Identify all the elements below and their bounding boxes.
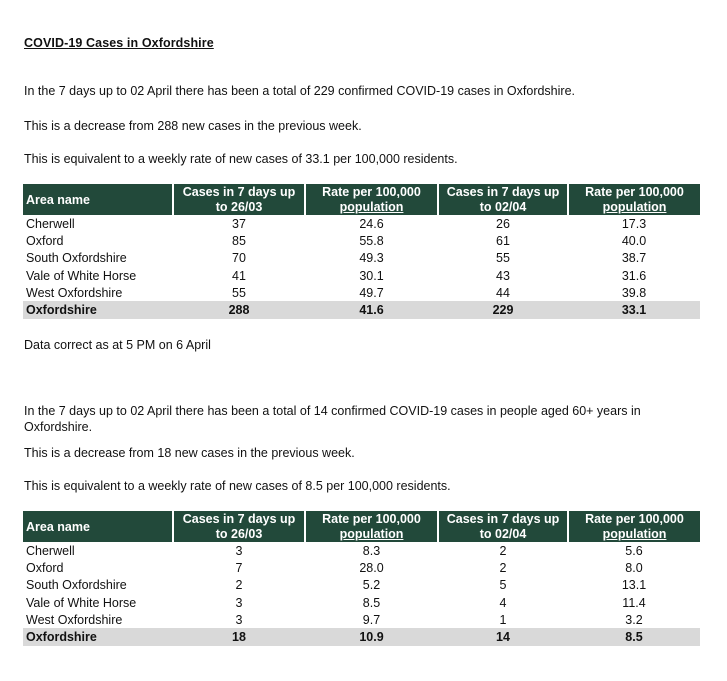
header-rate-curr-week: Rate per 100,000 population bbox=[568, 184, 700, 215]
cell-rate-prev: 9.7 bbox=[362, 612, 381, 627]
cell-cases-prev: 3 bbox=[235, 612, 243, 627]
cell-cases-curr: 14 bbox=[438, 628, 568, 645]
cell-cases-prev: 288 bbox=[173, 301, 305, 318]
table-row bbox=[23, 594, 700, 611]
section1-summary-rate: This is equivalent to a weekly rate of new cases of 33.1 per 100,000 residents. bbox=[24, 152, 458, 166]
cell-area: South Oxfordshire bbox=[26, 251, 127, 266]
cell-cases-prev: 55 bbox=[232, 285, 246, 300]
table-row bbox=[23, 542, 700, 559]
header-rate-curr-week: Rate per 100,000 population bbox=[568, 511, 700, 542]
table-row bbox=[23, 250, 700, 267]
cell-rate-prev: 5.2 bbox=[362, 578, 381, 593]
cell-cases-prev: 18 bbox=[173, 628, 305, 645]
table-header-row bbox=[23, 511, 700, 542]
header-area-name: Area name bbox=[23, 511, 173, 542]
cell-area: Oxford bbox=[26, 233, 64, 248]
cell-cases-prev: 37 bbox=[232, 216, 246, 231]
table-row bbox=[23, 559, 700, 576]
cell-rate-prev: 8.3 bbox=[362, 543, 381, 558]
cell-cases-curr: 1 bbox=[499, 612, 507, 627]
cell-cases-prev: 3 bbox=[235, 543, 243, 558]
cell-cases-curr: 43 bbox=[496, 268, 510, 283]
cell-rate-curr: 8.0 bbox=[625, 560, 643, 575]
table-total-row bbox=[23, 628, 700, 645]
table-header-row bbox=[23, 184, 700, 215]
header-area-name: Area name bbox=[23, 184, 173, 215]
header-rate-prev-week: Rate per 100,000 population bbox=[305, 184, 438, 215]
section2-summary-decrease: This is a decrease from 18 new cases in the previous week. bbox=[24, 446, 355, 460]
cell-cases-prev: 2 bbox=[235, 578, 243, 593]
cell-cases-curr: 4 bbox=[499, 595, 507, 610]
cell-rate-prev: 10.9 bbox=[305, 628, 438, 645]
section1-summary-decrease: This is a decrease from 288 new cases in the previous week. bbox=[24, 119, 362, 133]
cell-rate-curr: 40.0 bbox=[621, 233, 647, 248]
cell-rate-curr: 5.6 bbox=[625, 543, 643, 558]
cell-area: West Oxfordshire bbox=[26, 612, 123, 627]
cell-cases-curr: 61 bbox=[496, 233, 510, 248]
cell-cases-curr: 229 bbox=[438, 301, 568, 318]
cell-rate-curr: 3.2 bbox=[625, 612, 643, 627]
cell-cases-curr: 26 bbox=[496, 216, 510, 231]
cell-rate-curr: 17.3 bbox=[621, 216, 647, 231]
cell-area: Oxford bbox=[26, 560, 64, 575]
cell-area: Vale of White Horse bbox=[26, 595, 137, 610]
table-row bbox=[23, 577, 700, 594]
header-cases-curr-week: Cases in 7 days up to 02/04 bbox=[438, 511, 568, 542]
cell-area: West Oxfordshire bbox=[26, 285, 123, 300]
cell-rate-curr: 39.8 bbox=[621, 285, 647, 300]
section2-cases-table bbox=[23, 511, 700, 646]
cell-cases-curr: 2 bbox=[499, 560, 507, 575]
cell-rate-prev: 55.8 bbox=[359, 233, 384, 248]
cell-rate-prev: 41.6 bbox=[305, 301, 438, 318]
table-row bbox=[23, 611, 700, 628]
cell-rate-prev: 8.5 bbox=[362, 595, 381, 610]
cell-cases-prev: 41 bbox=[232, 268, 246, 283]
header-cases-prev-week: Cases in 7 days up to 26/03 bbox=[173, 511, 305, 542]
header-rate-prev-week: Rate per 100,000 population bbox=[305, 511, 438, 542]
table-row bbox=[23, 232, 700, 249]
section1-cases-table bbox=[23, 184, 700, 319]
cell-cases-prev: 7 bbox=[235, 560, 243, 575]
cell-cases-curr: 2 bbox=[499, 543, 507, 558]
cell-area: Vale of White Horse bbox=[26, 268, 137, 283]
section1-summary-total: In the 7 days up to 02 April there has been a total of 229 confirmed COVID-19 cases in Oxfordshire. bbox=[24, 84, 576, 98]
cell-rate-curr: 11.4 bbox=[622, 595, 646, 610]
header-cases-curr-week: Cases in 7 days up to 02/04 bbox=[438, 184, 568, 215]
cell-rate-curr: 8.5 bbox=[568, 628, 700, 645]
cell-rate-prev: 30.1 bbox=[359, 268, 384, 283]
table-row bbox=[23, 215, 700, 232]
cell-rate-curr: 31.6 bbox=[621, 268, 647, 283]
table-row bbox=[23, 284, 700, 301]
cell-area: South Oxfordshire bbox=[26, 578, 127, 593]
data-correct-note: Data correct as at 5 PM on 6 April bbox=[24, 338, 211, 352]
section2-summary-total: In the 7 days up to 02 April there has been a total of 14 confirmed COVID-19 cases in people aged 60+ years in Oxfordshire. bbox=[24, 404, 641, 434]
cell-cases-prev: 70 bbox=[232, 251, 246, 266]
cell-cases-prev: 3 bbox=[235, 595, 243, 610]
document-title: COVID-19 Cases in Oxfordshire bbox=[24, 36, 214, 50]
cell-area: Cherwell bbox=[26, 216, 75, 231]
table-total-row bbox=[23, 301, 700, 318]
cell-rate-prev: 24.6 bbox=[359, 216, 384, 231]
cell-cases-curr: 55 bbox=[496, 251, 510, 266]
cell-rate-prev: 28.0 bbox=[359, 560, 384, 575]
cell-rate-curr: 13.1 bbox=[621, 578, 647, 593]
cell-rate-curr: 38.7 bbox=[621, 251, 647, 266]
cell-area: Oxfordshire bbox=[23, 628, 173, 645]
cell-cases-prev: 85 bbox=[232, 233, 246, 248]
section2-summary-rate: This is equivalent to a weekly rate of new cases of 8.5 per 100,000 residents. bbox=[24, 479, 451, 493]
cell-area: Cherwell bbox=[26, 543, 75, 558]
cell-rate-prev: 49.3 bbox=[359, 251, 384, 266]
cell-cases-curr: 5 bbox=[499, 578, 507, 593]
cell-cases-curr: 44 bbox=[496, 285, 510, 300]
cell-rate-prev: 49.7 bbox=[359, 285, 384, 300]
cell-rate-curr: 33.1 bbox=[568, 301, 700, 318]
table-row bbox=[23, 267, 700, 284]
cell-area: Oxfordshire bbox=[23, 301, 173, 318]
header-cases-prev-week: Cases in 7 days up to 26/03 bbox=[173, 184, 305, 215]
